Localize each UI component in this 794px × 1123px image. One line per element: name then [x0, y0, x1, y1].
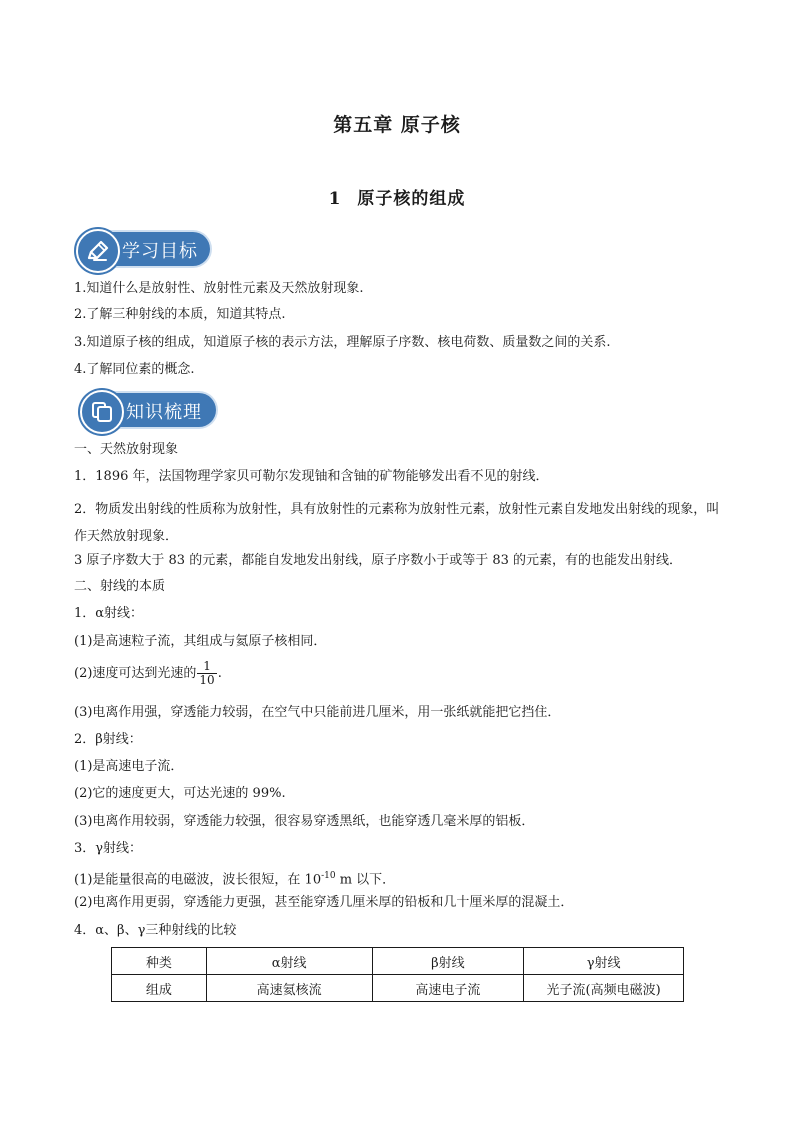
table-row: [112, 975, 684, 1002]
pencil-icon: [76, 229, 120, 273]
knowledge-banner-label: 知识梳理: [126, 402, 202, 423]
alpha-item-3: (3)电离作用强，穿透能力较弱，在空气中只能前进几厘米，用一张纸就能把它挡住．: [74, 705, 561, 720]
alpha-item-2-text: (2)速度可达到光速的: [74, 666, 197, 681]
gamma-heading: 3．γ射线：: [74, 841, 143, 856]
section-name: 原子核的组成: [357, 189, 466, 209]
beta-item-2: (2)它的速度更大，可达光速的 99%.: [74, 786, 286, 801]
gamma-item-1-text: (1)是能量很高的电磁波，波长很短，在 10: [74, 872, 322, 888]
beta-item-3: (3)电离作用较弱，穿透能力较强，很容易穿透黑纸，也能穿透几毫米厚的铝板．: [74, 814, 535, 829]
section-title: [0, 184, 794, 209]
gamma-item-2: (2)电离作用更弱，穿透能力更强，甚至能穿透几厘米厚的铅板和几十厘米厚的混凝土．: [74, 895, 574, 910]
gamma-exponent: -10: [321, 871, 336, 881]
paragraph-3: 3 原子序数大于 83 的元素，都能自发地发出射线，原子序数小于或等于 83 的元素，有的也能发出射线．: [74, 553, 683, 568]
alpha-item-2-end: .: [217, 666, 222, 681]
beta-item-1: (1)是高速电子流．: [74, 759, 184, 774]
goal-item-4: 4.了解同位素的概念.: [74, 362, 195, 377]
beta-heading: 2．β射线：: [74, 732, 142, 747]
gamma-item-1: [74, 867, 395, 889]
goal-item-3: 3.知道原子核的组成，知道原子核的表示方法，理解原子序数、核电荷数、质量数之间的关系.: [74, 335, 611, 350]
goal-item-1: 1.知道什么是放射性、放射性元素及天然放射现象.: [74, 281, 364, 296]
fraction: [197, 660, 216, 687]
gamma-item-1-end: m 以下．: [335, 872, 396, 888]
table-cell: 组成: [112, 975, 207, 1002]
goal-item-2: 2.了解三种射线的本质，知道其特点.: [74, 307, 286, 322]
fraction-denominator: 10: [199, 673, 215, 687]
alpha-item-2: [74, 660, 222, 687]
goals-banner-label: 学习目标: [122, 241, 198, 262]
chapter-title: 第五章 原子核: [333, 114, 461, 136]
table-cell: 高速氦核流: [206, 975, 372, 1002]
paragraph-1: 1．1896 年，法国物理学家贝可勒尔发现铀和含铀的矿物能够发出看不见的射线．: [74, 469, 549, 484]
table-cell: 光子流(高频电磁波): [524, 975, 684, 1002]
comparison-heading: 4．α、β、γ三种射线的比较: [74, 923, 237, 938]
table-header-cell: γ射线: [524, 948, 684, 975]
table-header-cell: β射线: [372, 948, 524, 975]
fraction-numerator: 1: [197, 660, 216, 674]
goals-banner: [76, 232, 210, 266]
paragraph-2: 2．物质发出射线的性质称为放射性，具有放射性的元素称为放射性元素，放射性元素自发地发出射线的现象，叫作天然放射现象．: [74, 502, 720, 544]
table-cell: 高速电子流: [372, 975, 524, 1002]
table-header-cell: α射线: [206, 948, 372, 975]
heading-ray-nature: 二、射线的本质: [74, 579, 166, 594]
ray-comparison-table: [111, 947, 684, 1002]
table-header-cell: 种类: [112, 948, 207, 975]
alpha-heading: 1．α射线：: [74, 606, 144, 621]
alpha-item-1: (1)是高速粒子流，其组成与氦原子核相同．: [74, 634, 327, 649]
document-stack-icon: [80, 390, 124, 434]
heading-natural-radioactivity: 一、天然放射现象: [74, 442, 179, 457]
knowledge-banner: [80, 393, 216, 427]
table-header-row: [112, 948, 684, 975]
section-number: 1: [328, 189, 342, 209]
